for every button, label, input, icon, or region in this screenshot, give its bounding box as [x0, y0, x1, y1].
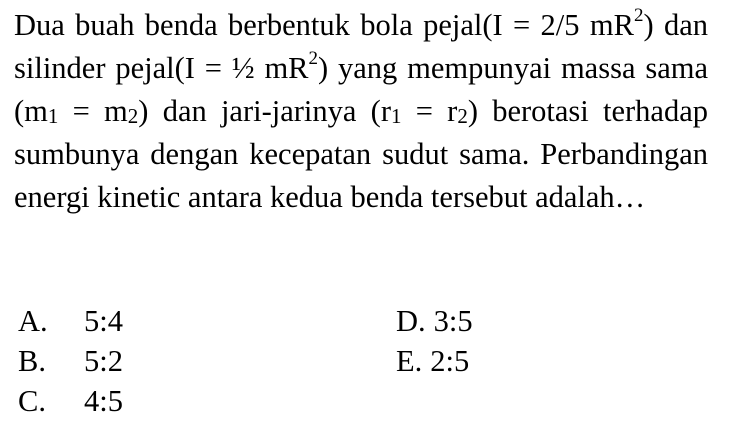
option-d[interactable]: [396, 303, 473, 339]
question-part: = m: [58, 94, 128, 128]
answer-options: [18, 303, 718, 423]
question-part: = r: [401, 94, 458, 128]
question-part: ) dan silinder pejal(I = ½ mR: [14, 8, 708, 85]
option-letter: D.: [396, 304, 426, 338]
option-e[interactable]: [396, 343, 469, 379]
subscript: 1: [391, 104, 402, 128]
question-part: ) berotasi terhadap sumbunya dengan kecepatan sudut sama. Perbandingan energi kinetic antara kedua benda tersebut adalah…: [14, 94, 708, 214]
option-value: 5:4: [84, 304, 123, 338]
option-a[interactable]: [18, 303, 123, 339]
question-part: Dua buah benda berbentuk bola pejal(I = 2/5 mR: [14, 8, 634, 42]
option-letter: C.: [18, 384, 46, 418]
subscript: 2: [127, 104, 139, 128]
question-part: ) yang mempunyai massa sama (m: [14, 51, 708, 128]
superscript: 2: [633, 4, 644, 26]
question-part: ) dan jari-jarinya (r: [138, 94, 391, 128]
option-value: 2:5: [430, 344, 470, 378]
question-text: [14, 4, 708, 219]
option-letter: A.: [18, 304, 48, 338]
option-letter: E.: [396, 344, 423, 378]
option-value: 5:2: [84, 344, 123, 378]
superscript: 2: [308, 47, 319, 69]
option-b[interactable]: [18, 343, 123, 379]
option-c[interactable]: [18, 383, 123, 419]
subscript: 2: [457, 104, 468, 128]
option-letter: B.: [18, 344, 46, 378]
subscript: 1: [47, 104, 59, 128]
option-value: 4:5: [84, 384, 123, 418]
option-value: 3:5: [433, 304, 473, 338]
